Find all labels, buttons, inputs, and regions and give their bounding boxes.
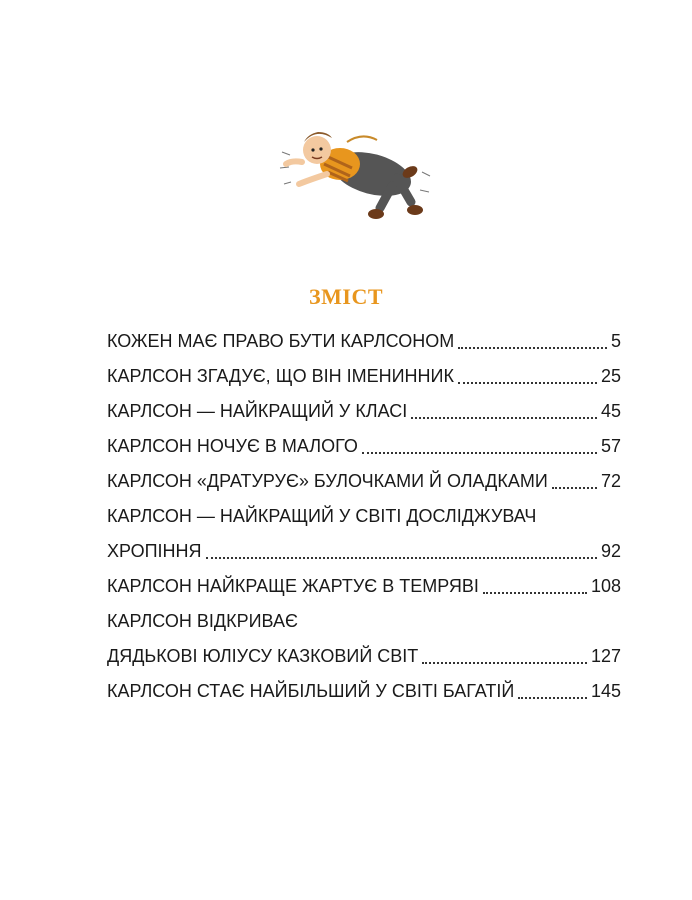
dot-leader: [422, 662, 587, 664]
toc-entry-page: 127: [590, 646, 621, 666]
toc-entry-continuation[interactable]: [107, 639, 621, 674]
toc-entry-title: КАРЛСОН НАЙКРАЩЕ ЖАРТУЄ В ТЕМРЯВІ: [107, 576, 479, 596]
toc-entry[interactable]: [107, 429, 621, 464]
toc-entry-page: 108: [590, 576, 621, 596]
toc-entry-page: 57: [600, 436, 621, 456]
toc-entry[interactable]: [107, 324, 621, 359]
toc-entry-page: 25: [600, 366, 621, 386]
dot-leader: [483, 592, 587, 594]
dot-leader: [206, 557, 597, 559]
dot-leader: [458, 347, 607, 349]
toc-entry-page: 145: [590, 681, 621, 701]
toc-entry-title: КАРЛСОН — НАЙКРАЩИЙ У СВІТІ ДОСЛІДЖУВАЧ: [107, 506, 537, 526]
toc-entry-title: КОЖЕН МАЄ ПРАВО БУТИ КАРЛСОНОМ: [107, 331, 455, 351]
toc-entry-page: 92: [600, 541, 621, 561]
toc-entry-continuation[interactable]: [107, 534, 621, 569]
toc-entry[interactable]: [107, 394, 621, 429]
toc-entry-title: КАРЛСОН ВІДКРИВАЄ: [107, 611, 298, 631]
toc-entry-title: КАРЛСОН — НАЙКРАЩИЙ У КЛАСІ: [107, 401, 408, 421]
dot-leader: [362, 452, 597, 454]
toc-entry[interactable]: [107, 604, 621, 639]
dot-leader: [518, 697, 587, 699]
toc-entry-title: КАРЛСОН ЗГАДУЄ, ЩО ВІН ІМЕНИННИК: [107, 366, 454, 386]
page-title: ЗМІСТ: [309, 284, 383, 309]
table-of-contents: [107, 324, 621, 709]
toc-entry-title: КАРЛСОН НОЧУЄ В МАЛОГО: [107, 436, 358, 456]
toc-entry[interactable]: [107, 569, 621, 604]
flying-karlsson-illustration: [272, 112, 442, 230]
toc-entry-title: КАРЛСОН СТАЄ НАЙБІЛЬШИЙ У СВІТІ БАГАТІЙ: [107, 681, 515, 701]
toc-entry[interactable]: [107, 674, 621, 709]
toc-entry-title-continuation: ДЯДЬКОВІ ЮЛІУСУ КАЗКОВИЙ СВІТ: [107, 646, 419, 666]
dot-leader: [552, 487, 597, 489]
toc-entry-page: 45: [600, 401, 621, 421]
toc-entry-page: 72: [600, 471, 621, 491]
toc-entry-title-continuation: ХРОПІННЯ: [107, 541, 202, 561]
toc-entry[interactable]: [107, 359, 621, 394]
toc-entry[interactable]: [107, 499, 621, 534]
toc-entry-title: КАРЛСОН «ДРАТУРУЄ» БУЛОЧКАМИ Й ОЛАДКАМИ: [107, 471, 548, 491]
toc-entry[interactable]: [107, 464, 621, 499]
dot-leader: [458, 382, 597, 384]
dot-leader: [411, 417, 597, 419]
toc-entry-page: 5: [610, 331, 621, 351]
